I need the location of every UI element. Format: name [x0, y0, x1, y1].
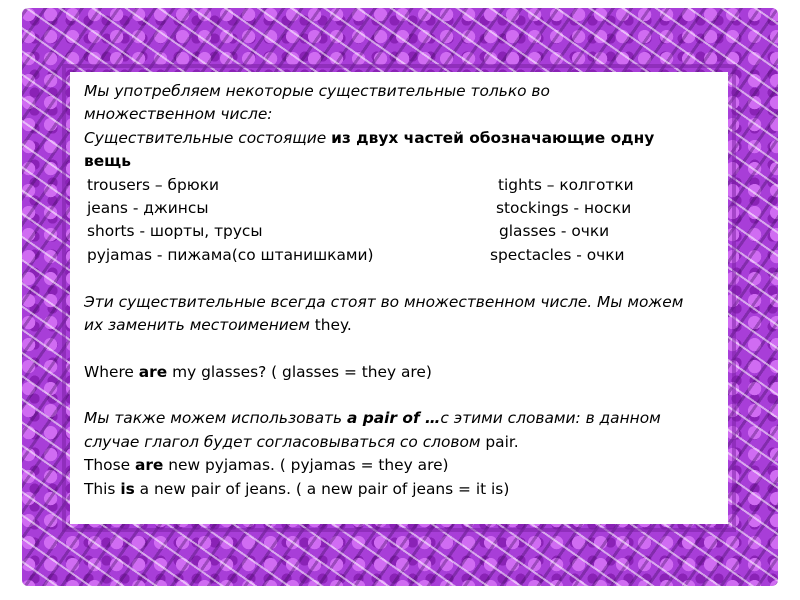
pair-right: glasses - очки — [499, 222, 610, 241]
plural-note-line-2 — [84, 314, 714, 337]
intro-line-2: множественном числе: — [84, 105, 273, 124]
pair-note-line-1 — [84, 407, 714, 430]
definition-prefix: Существительные состоящие — [84, 128, 332, 147]
plural-note-plain: they. — [314, 315, 352, 334]
pair-note-suffix: с этими словами: в данном — [440, 409, 661, 428]
pair-note-line-2 — [84, 431, 714, 454]
pair-left: jeans - джинсы — [87, 198, 209, 217]
pair-right: spectacles - очки — [490, 245, 625, 264]
word-pair-row — [84, 220, 714, 243]
spacer — [84, 267, 714, 290]
example-1-bold: are — [138, 362, 168, 381]
example-1-after: my glasses? ( glasses = they are) — [167, 362, 432, 381]
pair-left: pyjamas - пижама(со штанишками) — [87, 245, 374, 264]
pair-note-prefix: Мы также можем использовать — [84, 409, 347, 428]
example-2 — [84, 454, 714, 477]
pair-right: tights – колготки — [498, 175, 634, 194]
example-3-bold: is — [120, 479, 135, 498]
pair-note-line-2-plain: pair. — [485, 432, 519, 451]
intro-line-1: Мы употребляем некоторые существительные только во — [84, 82, 550, 100]
example-3 — [84, 478, 714, 501]
example-2-bold: are — [134, 456, 164, 475]
example-2-before: Those — [84, 456, 135, 475]
pair-note-line-2-italic: случае глагол будет согласовываться со словом — [84, 432, 486, 451]
definition-bold-2: вещь — [84, 152, 131, 171]
slide-text — [84, 80, 714, 501]
example-1-before: Where — [84, 362, 139, 381]
pair-left: shorts - шорты, трусы — [87, 222, 263, 241]
example-1 — [84, 361, 714, 384]
definition-bold: из двух частей обозначающие одну — [331, 128, 655, 147]
word-pair-row — [84, 197, 714, 220]
pair-note-bold: a pair of … — [347, 409, 441, 428]
word-pair-row — [84, 174, 714, 197]
pair-right: stockings - носки — [496, 198, 632, 217]
spacer — [84, 337, 714, 360]
pair-left: trousers – брюки — [87, 175, 220, 194]
spacer — [84, 384, 714, 407]
example-3-before: This — [84, 479, 121, 498]
plural-note-italic: их заменить местоимением — [84, 315, 315, 334]
word-pair-row — [84, 244, 714, 267]
example-2-after: new pyjamas. ( pyjamas = they are) — [163, 456, 449, 475]
example-3-after: a new pair of jeans. ( a new pair of jeans = it is) — [134, 479, 510, 498]
definition-line — [84, 127, 714, 150]
plural-note-line-1: Эти существительные всегда стоят во множественном числе. Мы можем — [84, 292, 684, 311]
